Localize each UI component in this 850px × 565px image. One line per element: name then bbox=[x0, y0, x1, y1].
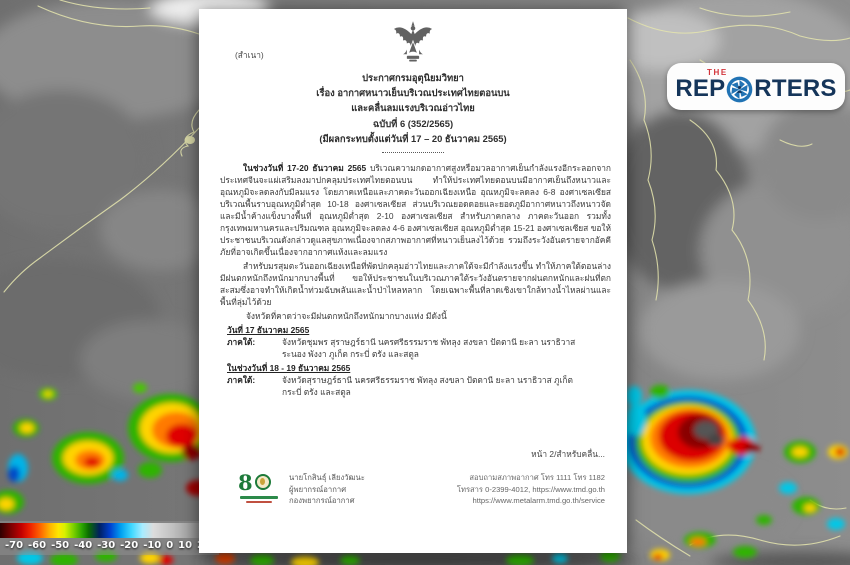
colorbar-tick-label: 0 bbox=[166, 540, 174, 551]
document-footer bbox=[220, 472, 611, 510]
anniversary-banner bbox=[240, 496, 278, 499]
provinces-intro-line: จังหวัดที่คาดว่าจะมีฝนตกหนักถึงหนักมากบางแห่ง มีดังนี้ bbox=[246, 311, 447, 322]
paragraph-cold-spell bbox=[220, 162, 611, 258]
title-line: ฉบับที่ 6 (352/2565) bbox=[372, 117, 454, 129]
footer-left bbox=[238, 472, 365, 510]
garuda-emblem-icon bbox=[390, 19, 436, 65]
reporters-rters-text: RTERS bbox=[754, 75, 837, 102]
region-label: ภาคใต้: bbox=[227, 375, 256, 386]
document-title-block bbox=[199, 70, 627, 146]
colorbar-gradient bbox=[0, 523, 216, 538]
anniversary-subbanner bbox=[246, 501, 272, 503]
colorbar-tick-label: 10 bbox=[178, 540, 193, 551]
title-line: ประกาศกรมอุตุนิยมวิทยา bbox=[362, 72, 464, 83]
paragraph-lead-date: ในช่วงวันที่ 17-20 ธันวาคม 2565 bbox=[243, 163, 367, 174]
reporters-rep-text: REP bbox=[675, 75, 726, 102]
forecast-date-heading: ในช่วงวันที่ 18 - 19 ธันวาคม 2565 bbox=[227, 363, 351, 374]
title-line: (มีผลกระทบตั้งแต่วันที่ 17 – 20 ธันวาคม 2565) bbox=[319, 132, 507, 144]
colorbar-tick-label: -50 bbox=[51, 540, 70, 551]
aperture-icon bbox=[726, 76, 753, 103]
province-list: จังหวัดชุมพร สุราษฎร์ธานี นครศรีธรรมราช พัทลุง สงขลา ปัตตานี ยะลา นราธิวาส ระนอง พังงา ภูเก็ต กระบี่ ตรัง และสตูล bbox=[282, 337, 576, 360]
colorbar-tick-label: -10 bbox=[143, 540, 162, 551]
reporters-wordmark bbox=[675, 75, 836, 103]
anniversary-number: 8 bbox=[238, 470, 253, 496]
title-line: เรื่อง อากาศหนาวเย็นบริเวณประเทศไทยตอนบน bbox=[316, 87, 510, 99]
forecast-row bbox=[227, 374, 611, 398]
colorbar-tick-label: -20 bbox=[120, 540, 139, 551]
forecast-row bbox=[227, 336, 611, 360]
paragraph-monsoon: สำหรับมรสุมตะวันออกเฉียงเหนือที่พัดปกคลุมอ่าวไทยและภาคใต้จะมีกำลังแรงขึ้น ทำให้ภาคใต้ตอนล่างมีฝนตกหนักถึงหนักมากบางพื้นที่ ขอให้ประชาชนในบริเวณภาคใต้ระวังอันตรายจากฝนตกหนักและฝนที่ตกสะสมซึ่งอาจทำให้เกิดน้ำท่วมฉับพลันและน้ำป่าไหลหลาก โดยเฉพาะพื้นที่ลาดเชิงเขาใกล้ทางน้ำไหลผ่านและพื้นที่ลุ่มไว้ด้วย bbox=[220, 261, 611, 308]
signer-org: กองพยากรณ์อากาศ bbox=[289, 496, 355, 506]
contact-alert-site: https://www.metalarm.tmd.go.th/service bbox=[472, 496, 605, 506]
paragraph-text: บริเวณความกดอากาศสูงหรือมวลอากาศเย็นกำลังแรงอีกระลอกจากประเทศจีนจะแผ่เสริมลงมาปกคลุมประเทศไทยตอนบน ทำให้ประเทศไทยตอนบนมีอากาศเย็นถึงหนาวและอุณหภูมิจะลดลงกับมีลมแรง โดยภาคเหนือและภาคตะวันออกเฉียงเหนือ อุณหภูมิจะลดลง 6-8 องศาเซลเซียส บริเวณพื้นราบอุณหภูมิต่ำสุด 10-18 องศาเซลเซียส ส่วนบริเวณยอดดอยและยอดภูมีอากาศหนาวถึงหนาวจัดและมีน้ำค้างแข็งบางพื้นที่ อุณหภูมิต่ำสุด 2-10 องศาเซลเซียส สำหรับภาคกลาง ภาคตะวันออก รวมทั้งกรุงเทพมหานครและปริมณฑล อุณหภูมิจะลดลง 4-6 องศาเซลเซียส อุณหภูมิต่ำสุด 15-21 องศาเซลเซียส ขอให้ประชาชนบริเวณดังกล่าวดูแลสุขภาพเนื่องจากสภาพอากาศที่หนาวเย็นลงไว้ด้วย รวมถึงระวังอันตรายจากอัคคีภัยที่อาจเกิดขึ้นเนื่องจากอากาศแห้งและลมแรง bbox=[220, 163, 611, 258]
colorbar-tick-label: -70 bbox=[5, 540, 24, 551]
dotted-divider bbox=[382, 152, 444, 153]
signer-block bbox=[289, 472, 365, 507]
signer-name: นายโกสินธุ์ เลียงวัฒนะ bbox=[289, 473, 365, 483]
reporters-the-label: THE bbox=[707, 68, 728, 77]
colorbar-tick-label: -60 bbox=[28, 540, 47, 551]
contact-fax-web: โทรสาร 0-2399-4012, https://www.tmd.go.th bbox=[456, 484, 605, 494]
colorbar-tick-label: -40 bbox=[74, 540, 93, 551]
document-body bbox=[199, 162, 627, 510]
anniversary-emblem-icon bbox=[255, 474, 271, 490]
title-line: และคลื่นลมแรงบริเวณอ่าวไทย bbox=[351, 102, 475, 114]
colorbar-tick-labels bbox=[0, 538, 219, 552]
region-label: ภาคใต้: bbox=[227, 337, 256, 348]
province-list: จังหวัดสุราษฎร์ธานี นครศรีธรรมราช พัทลุง สงขลา ปัตตานี ยะลา นราธิวาส ภูเก็ต กระบี่ ตรัง และสตูล bbox=[282, 375, 573, 398]
signer-title: ผู้พยากรณ์อากาศ bbox=[289, 484, 347, 494]
temperature-colorbar bbox=[0, 521, 219, 555]
contact-block bbox=[457, 472, 611, 507]
forecast-date-heading: วันที่ 17 ธันวาคม 2565 bbox=[227, 325, 310, 336]
colorbar-tick-label: -30 bbox=[97, 540, 116, 551]
reporters-watermark bbox=[667, 63, 845, 110]
tmd-80th-anniversary-logo bbox=[238, 472, 280, 510]
contact-phone: สอบถามสภาพอากาศ โทร 1111 โทร 1182 bbox=[469, 473, 605, 483]
announcement-page bbox=[199, 9, 627, 553]
copy-note: (สำเนา) bbox=[235, 50, 264, 60]
page-continuation-note: หน้า 2/สำหรับคลื่น... bbox=[531, 449, 605, 460]
